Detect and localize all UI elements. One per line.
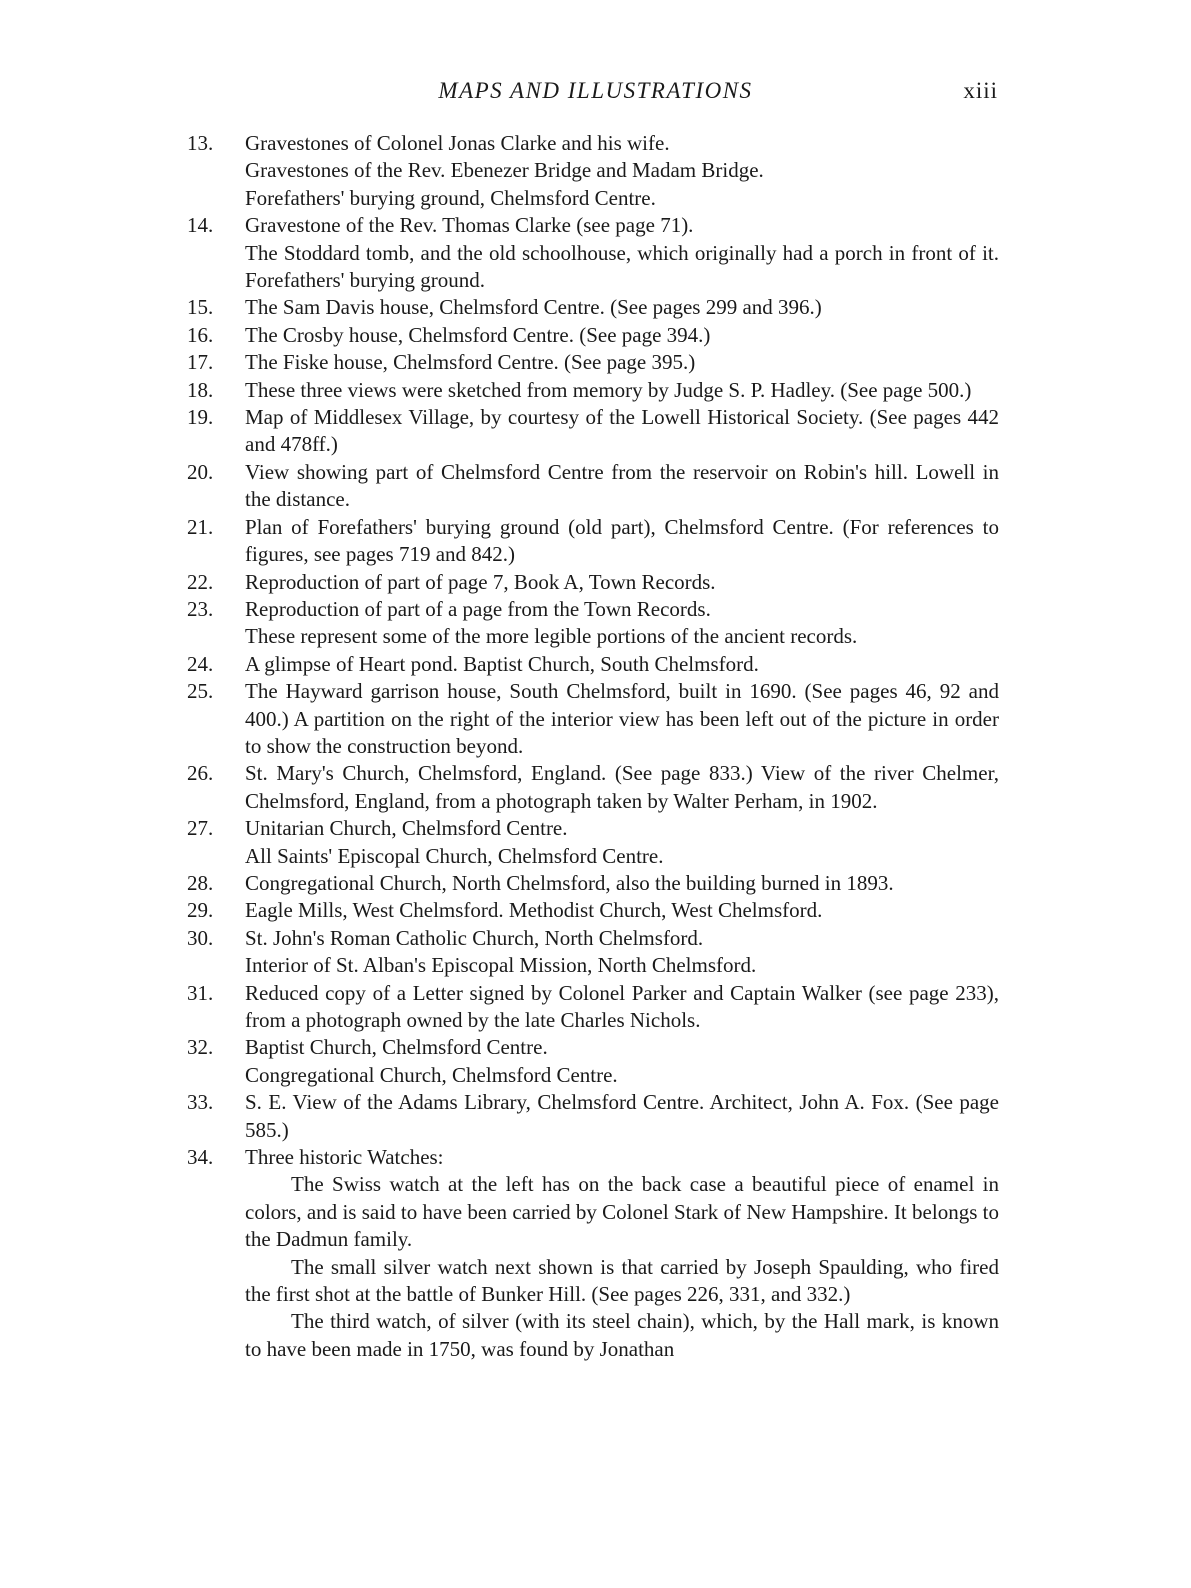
list-item	[187, 1089, 999, 1144]
list-item	[187, 760, 999, 815]
list-item	[187, 322, 999, 349]
list-item	[187, 980, 999, 1035]
list-item	[187, 130, 999, 212]
entry-body	[245, 980, 999, 1035]
entry-text: The small silver watch next shown is that carried by Joseph Spaulding, who fired the first shot at the battle of Bunker Hill. (See pages 226, 331, and 332.)	[245, 1254, 999, 1307]
entry-body	[245, 514, 999, 569]
list-item	[187, 1144, 999, 1363]
entry-body	[245, 569, 999, 596]
entry-text: The third watch, of silver (with its steel chain), which, by the Hall mark, is known to have been made in 1750, was found by Jonathan	[245, 1309, 999, 1361]
entry-text: Eagle Mills, West Chelmsford. Methodist Church, West Chelmsford.	[245, 898, 823, 923]
entry-number: 33.	[187, 1090, 214, 1115]
entry-number: 25.	[187, 679, 214, 704]
entry-body	[245, 678, 999, 760]
entry-text: Reduced copy of a Letter signed by Colonel Parker and Captain Walker (see page 233), from a photograph owned by the late Charles Nichols.	[245, 980, 999, 1032]
list-item	[187, 404, 999, 459]
entry-number: 19.	[187, 405, 214, 430]
entry-body	[245, 377, 999, 404]
list-item	[187, 897, 999, 924]
entry-number: 14.	[187, 213, 214, 238]
entry-number: 18.	[187, 377, 214, 402]
entry-number: 32.	[187, 1035, 214, 1060]
list-item	[187, 569, 999, 596]
entry-text: Plan of Forefathers' burying ground (old part), Chelmsford Centre. (For references to figures, see pages 719 and 842.)	[245, 514, 999, 567]
entry-body	[245, 459, 999, 514]
list-item	[187, 514, 999, 569]
page-number: xiii	[963, 78, 998, 103]
list-item	[187, 870, 999, 897]
entry-body	[245, 130, 999, 212]
list-item	[187, 651, 999, 678]
list-item	[187, 459, 999, 514]
list-item	[187, 1034, 999, 1089]
list-item	[187, 212, 999, 294]
entry-body	[245, 349, 999, 376]
entry-text: View showing part of Chelmsford Centre from the reservoir on Robin's hill. Lowell in the distance.	[245, 459, 999, 512]
illustration-list	[187, 130, 999, 1363]
entry-number: 31.	[187, 980, 214, 1005]
entry-number: 26.	[187, 761, 214, 786]
list-item	[187, 349, 999, 376]
entry-text: The Stoddard tomb, and the old schoolhouse, which originally had a porch in front of it. Forefathers' burying ground.	[245, 240, 999, 293]
entry-text: A glimpse of Heart pond. Baptist Church, South Chelmsford.	[245, 651, 759, 676]
entry-body	[245, 760, 999, 815]
entry-number: 34.	[187, 1145, 214, 1170]
entry-text: Gravestones of the Rev. Ebenezer Bridge and Madam Bridge.	[245, 158, 764, 183]
entry-body	[245, 651, 999, 678]
entry-body	[245, 1144, 999, 1363]
entry-number: 16.	[187, 322, 214, 347]
entry-text: S. E. View of the Adams Library, Chelmsford Centre. Architect, John A. Fox. (See page 585.)	[245, 1090, 999, 1142]
entry-number: 23.	[187, 596, 214, 621]
entry-body	[245, 294, 999, 321]
entry-body	[245, 1089, 999, 1144]
entry-text: The Hayward garrison house, South Chelmsford, built in 1690. (See pages 46, 92 and 400.) A partition on the right of the interior view has been left out of the picture in order to show the construction beyond.	[245, 679, 999, 758]
list-item	[187, 815, 999, 870]
entry-text: The Swiss watch at the left has on the back case a beautiful piece of enamel in colors, and is said to have been carried by Colonel Stark of New Hampshire. It belongs to the Dadmun family.	[245, 1172, 999, 1252]
running-head-title: MAPS AND ILLUSTRATIONS	[438, 78, 753, 103]
entry-number: 22.	[187, 569, 214, 594]
entry-text: All Saints' Episcopal Church, Chelmsford Centre.	[245, 843, 664, 868]
entry-text: Reproduction of part of page 7, Book A, Town Records.	[245, 569, 716, 594]
list-item	[187, 294, 999, 321]
entry-body	[245, 815, 999, 870]
entry-text: Baptist Church, Chelmsford Centre.	[245, 1035, 548, 1060]
entry-body	[245, 322, 999, 349]
list-item	[187, 925, 999, 980]
entry-text: These three views were sketched from memory by Judge S. P. Hadley. (See page 500.)	[245, 377, 972, 402]
entry-text: St. John's Roman Catholic Church, North Chelmsford.	[245, 925, 704, 950]
entry-number: 17.	[187, 350, 214, 375]
entry-body	[245, 870, 999, 897]
entry-text: Interior of St. Alban's Episcopal Mission, North Chelmsford.	[245, 953, 757, 978]
entry-body	[245, 1034, 999, 1089]
entry-text: The Crosby house, Chelmsford Centre. (See page 394.)	[245, 322, 711, 347]
entry-text: The Fiske house, Chelmsford Centre. (See page 395.)	[245, 350, 696, 375]
entry-text: Reproduction of part of a page from the Town Records.	[245, 596, 711, 621]
entry-text: Forefathers' burying ground, Chelmsford Centre.	[245, 185, 656, 210]
entry-number: 13.	[187, 131, 214, 155]
entry-text: Map of Middlesex Village, by courtesy of the Lowell Historical Society. (See pages 442 and 478ff.)	[245, 405, 999, 457]
entry-number: 28.	[187, 870, 214, 895]
entry-body	[245, 212, 999, 294]
entry-text: Gravestones of Colonel Jonas Clarke and his wife.	[245, 131, 670, 155]
entry-body	[245, 596, 999, 651]
entry-text: Three historic Watches:	[245, 1145, 444, 1170]
entry-number: 20.	[187, 459, 214, 484]
entry-text: Unitarian Church, Chelmsford Centre.	[245, 816, 568, 841]
entry-text: Congregational Church, Chelmsford Centre.	[245, 1062, 618, 1087]
entry-text: Gravestone of the Rev. Thomas Clarke (see page 71).	[245, 213, 694, 238]
list-item	[187, 377, 999, 404]
entry-text: These represent some of the more legible portions of the ancient records.	[245, 624, 858, 649]
entry-text: Congregational Church, North Chelmsford, also the building burned in 1893.	[245, 870, 894, 895]
list-item	[187, 596, 999, 651]
entry-number: 15.	[187, 295, 214, 320]
entry-text: St. Mary's Church, Chelmsford, England. (See page 833.) View of the river Chelmer, Chelmsford, England, from a photograph taken by Walter Perham, in 1902.	[245, 761, 999, 813]
entry-number: 24.	[187, 651, 214, 676]
entry-body	[245, 404, 999, 459]
entry-number: 27.	[187, 816, 214, 841]
list-item	[187, 678, 999, 760]
entry-text: The Sam Davis house, Chelmsford Centre. (See pages 299 and 396.)	[245, 295, 822, 320]
entry-number: 30.	[187, 925, 214, 950]
entry-body	[245, 897, 999, 924]
entry-body	[245, 925, 999, 980]
entry-number: 21.	[187, 514, 214, 539]
entry-number: 29.	[187, 898, 214, 923]
